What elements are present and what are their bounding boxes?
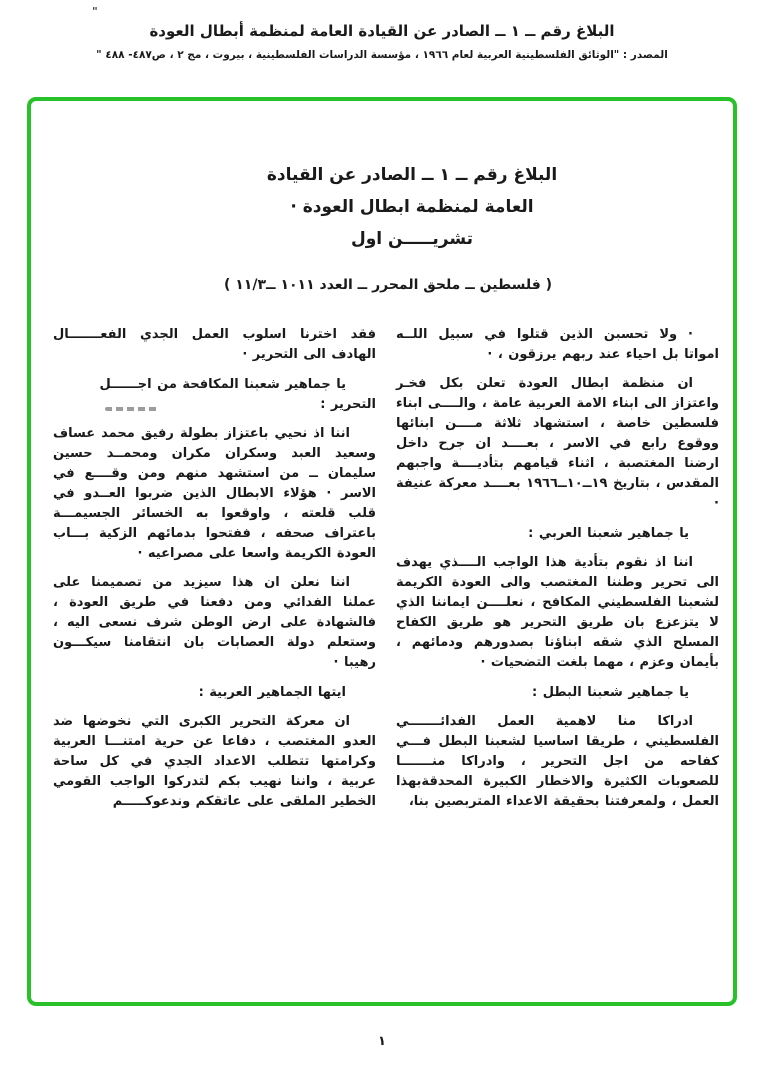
paragraph: · ولا تحسبن الذين قتلوا في سبيل اللــه امواتا بل احياء عند ربهم يرزقون ، · (396, 327, 719, 362)
page-number: ١ (378, 1034, 386, 1049)
paragraph: ان معركة التحرير الكبرى التي نخوضها ضد العدو المغتصب ، دفاعا عن حرية امتنـــا العربية وكرامتها تتطلب الاعداد الجدي في كل ساحة عربية ، واننا نهيب بكم لتدركوا الواجب القومي الخطير الملقى على عاتقكم وندعوكـــــم (53, 714, 376, 809)
scan-artifact-mark: " (92, 5, 98, 18)
document-title (61, 159, 763, 255)
right-column (396, 325, 719, 821)
page-header-title: البلاغ رقم ــ ١ ــ الصادر عن القيادة العامة لمنظمة أبطال العودة (149, 22, 615, 40)
document-border-frame (27, 97, 737, 1006)
scan-artifact-smudge (105, 407, 157, 411)
paragraph: اننا اذ نحيي باعتزاز بطولة رفيق محمد عساف وسعيد العبد وسكران مكران ومحمــد حسين سليمان ــ من استشهد منهم ومن وقــــع في الاسر · هؤلاء الابطال الذين ضربوا العــدو في قلب قلعته ، واوقعوا به الخسائر الجسيمـــة باعتراف صحفه ، ففتحوا بدمائهم الزكية بـــاب العودة الكريمة واسعا على مصراعيه · (53, 426, 376, 561)
paragraph: ادراكا منا لاهمية العمل الفدائـــــــي الفلسطيني ، طريقا اساسيا لشعبنا البطل فـــي كفاحه من اجل التحرير ، وادراكا منـــــــا للصعوبات الكثيرة والاخطار الكبيرة المحدقةبهذا العمل ، ولمعرفتنا بحقيقة الاعداء المتربصين بنا، (396, 714, 719, 809)
left-column (53, 325, 376, 821)
section-heading: يا جماهير شعبنا البطل : (532, 685, 689, 700)
paragraph: ان منظمة ابطال العودة تعلن بكل فخـر واعتزاز الى ابناء الامة العربية عامة ، والــــى ابناء فلسطين خاصة ، استشهاد ثلاثة مــــن ابنائها ووقوع رابع في الاسر ، بعــــد ان جرح داخل ارضنا المغتصبة ، اثناء قيامهم بتأديــــة واجبهم المقدس ، بتاريخ ١٩ــ١٠ــ١٩٦٦ بعــــد معركة عنيفة · (396, 376, 719, 511)
section-heading: ايتها الجماهير العربية : (198, 685, 346, 700)
two-column-text (31, 325, 733, 821)
section-heading: يا جماهير شعبنا المكافحة من اجــــــل التحرير : (99, 377, 376, 412)
paragraph: اننا اذ نقوم بتأدية هذا الواجب الــــذي يهدف الى تحرير وطننا المغتصب والى العودة الكريمة لشعبنا الفلسطيني المكافح ، نعلــــن ايماننا الذي لا يتزعزع بان طريق التحرير هو طريق الكفاح المسلح الذي شقه ابناؤنا بصدورهم ودمائهم ، بأيمان وعزم ، مهما بلغت التضحيات · (396, 555, 719, 670)
document-title-line-1: البلاغ رقم ــ ١ ــ الصادر عن القيادة (266, 165, 558, 185)
document-reference: ( فلسطين ــ ملحق المحرر ــ العدد ١٠١١ ــ١١/٣ ) (223, 277, 553, 293)
document-title-line-3: تشريـــــن اول (350, 229, 474, 249)
section-heading: يا جماهير شعبنا العربي : (528, 526, 689, 541)
paragraph: فقد اخترنا اسلوب العمل الجدي الفعـــــــال الهادف الى التحرير · (53, 327, 376, 362)
paragraph: اننا نعلن ان هذا سيزيد من تصميمنا على عملنا الفدائي ومن دفعنا في طريق العودة ، فالشهادة على ارض الوطن شرف نسعى اليه ، وستعلم دولة العصابات بان انتقامنا سيكـــون رهيبا · (53, 575, 376, 670)
document-body (31, 101, 733, 821)
page-header-source: المصدر : "الوثائق الفلسطينية العربية لعام ١٩٦٦ ، مؤسسة الدراسات الفلسطينية ، بيروت ، مج ٢ ، ص٤٨٧- ٤٨٨ " (96, 49, 668, 61)
document-title-line-2: العامة لمنظمة ابطال العودة · (290, 197, 534, 217)
